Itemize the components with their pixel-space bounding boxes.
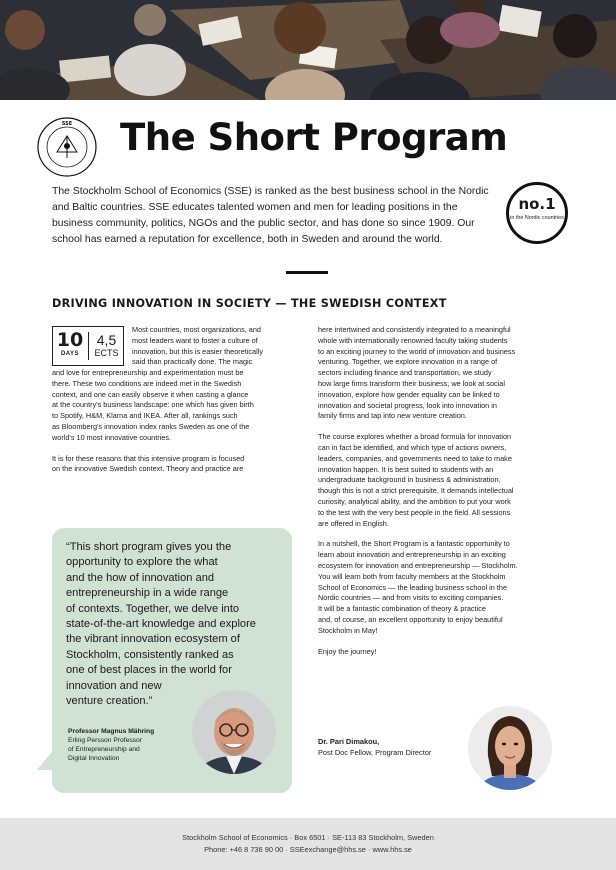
text-line: to Spotify, H&M, Klarna and IKEA. After all, rankings such — [52, 411, 238, 421]
text-line: at the country's business landscape: one which has given birth — [52, 400, 254, 410]
text-line: on the innovative Swedish context. Theory and practice are — [52, 464, 244, 474]
duration-label: DAYS — [60, 351, 80, 357]
text-line: innovation happen. It is best suited to students with an — [318, 464, 494, 474]
text-line: family firms and tap into new venture creation. — [318, 411, 467, 421]
right-column-body — [318, 325, 568, 657]
signature-name: Dr. Pari Dimakou, — [318, 737, 380, 746]
text-line: can in fact be identified, and which type of actions owners, — [318, 442, 507, 452]
text-line: leaders, companies, and governments need to take to make — [318, 453, 512, 463]
section-divider — [286, 271, 328, 274]
duration-fact — [53, 327, 87, 357]
quote-tail — [37, 748, 55, 770]
text-line: innovation and societal progress, look into innovation in — [318, 400, 497, 410]
text-line: world's 10 most innovative countries. — [52, 432, 172, 442]
svg-text:SSE: SSE — [61, 121, 73, 127]
quote-line: venture creation.” — [66, 695, 153, 708]
text-line: there. These two conditions are indeed met in the Swedish — [52, 378, 242, 388]
facts-separator — [88, 332, 89, 360]
credits-label: ECTS — [94, 348, 119, 358]
school-logo — [36, 116, 98, 178]
duration-value: 10 — [56, 329, 84, 351]
left-column-body — [52, 368, 302, 475]
program-facts-box — [52, 326, 124, 366]
text-line: though this is not a strict prerequisite. It demands intellectual — [318, 486, 514, 496]
quote-line: state-of-the-art knowledge and explore — [66, 618, 256, 631]
text-line: venturing. Together, we explore innovation in a range of — [318, 357, 498, 367]
text-line: as Bloomberg's innovation index ranks Sweden as one of the — [52, 421, 250, 431]
text-line: Most countries, most organizations, and — [132, 325, 261, 334]
footer-address: Stockholm School of Economics · Box 6501 · SE-113 83 Stockholm, Sweden — [182, 833, 434, 842]
text-line: School of Economics — the leading business school in the — [318, 582, 508, 592]
footer-contact: Phone: +46 8 736 90 00 · SSEexchange@hhs.se · www.hhs.se — [204, 845, 412, 854]
text-line: In a nutshell, the Short Program is a fantastic opportunity to — [318, 539, 510, 549]
director-portrait — [468, 706, 552, 790]
quote-line: entrepreneurship in a wide range — [66, 587, 229, 600]
text-line: undergraduate background in business & administration, — [318, 475, 501, 485]
quote-line: of contexts. Together, we delve into — [66, 602, 240, 615]
quote-line: innovation and new — [66, 679, 162, 692]
footer — [0, 818, 616, 870]
quote-author-role: of Entrepreneurship and — [68, 746, 140, 753]
hero-photo — [0, 0, 616, 100]
text-line: are offered in English. — [318, 518, 389, 528]
text-line: ecosystem for innovation and entrepreneurship — Stockholm. — [318, 560, 518, 570]
quote-author — [68, 727, 198, 763]
page-title: The Short Program — [120, 116, 508, 159]
credits-fact — [90, 327, 123, 358]
ranking-badge-caption: in the Nordic countries — [510, 215, 564, 221]
signature-block — [318, 736, 431, 758]
text-line: Nordic countries — and from visits to exciting companies. — [318, 593, 504, 603]
intro-paragraph: The Stockholm School of Economics (SSE) is ranked as the best business school in the Nordic and Baltic countries. SSE educates talented women and men for leading positions in the business community, politics, NGOs and the public sector, and has done so since 1909. Our school has earned a reputation for excellence, both in Sweden and around the world. — [52, 186, 489, 245]
left-column-intro — [132, 325, 302, 368]
quote-author-name: Professor Magnus Mähring — [68, 728, 155, 735]
text-line: curiosity, analytical ability, and the ambition to put your work — [318, 496, 511, 506]
text-line: here intertwined and consistently integrated to a meaningful — [318, 325, 511, 334]
text-line: sectors including finance and transportation, we study — [318, 368, 492, 378]
quote-line: one of best places in the world for — [66, 664, 232, 677]
quote-line: Stockholm, consistently ranked as — [66, 648, 234, 661]
quote-line: “This short program gives you the — [66, 541, 232, 553]
quote-line: opportunity to explore the what — [66, 556, 218, 569]
text-line: said than practically done. The magic — [132, 357, 253, 367]
text-line: It is for these reasons that this intensive program is focused — [52, 453, 245, 463]
text-line: innovation, but this is easier theoretically — [132, 346, 264, 356]
credits-value: 4,5 — [96, 332, 117, 348]
quote-author-role: Erling Persson Professor — [68, 737, 142, 744]
ranking-badge — [506, 182, 568, 244]
quote-line: and the how of innovation and — [66, 571, 215, 584]
text-line: how large firms transform their business, we look at social — [318, 378, 505, 388]
text-line: learn about innovation and entrepreneurship in an exciting — [318, 550, 506, 560]
ranking-badge-value: no.1 — [518, 195, 556, 213]
text-line: Stockholm in May! — [318, 625, 378, 635]
professor-portrait — [192, 690, 276, 774]
text-line: whole with internationally renowned faculty taking students — [318, 335, 508, 345]
section-heading: DRIVING INNOVATION IN SOCIETY — THE SWEDISH CONTEXT — [52, 297, 447, 310]
text-line: context, and one can easily observe it when casting a glance — [52, 389, 249, 399]
text-line: most leaders want to foster a culture of — [132, 335, 258, 345]
text-line: The course explores whether a broad formula for innovation — [318, 432, 512, 442]
text-line: to an exciting journey to the world of innovation and business — [318, 346, 516, 356]
text-line: and, of course, an excellent opportunity to enjoy beautiful — [318, 614, 503, 624]
quote-author-role: Digital Innovation — [68, 755, 120, 762]
signature-role: Post Doc Fellow, Program Director — [318, 748, 432, 757]
quote-line: the vibrant innovation ecosystem of — [66, 633, 240, 646]
text-line: to the test with the very best people in the field. All sessions — [318, 507, 511, 517]
text-line: You will learn both from faculty members at the Stockholm — [318, 571, 506, 581]
text-line: and love for entrepreneurship and experimentation must be — [52, 368, 244, 377]
closing-line: Enjoy the journey! — [318, 646, 377, 656]
pull-quote — [66, 540, 284, 709]
text-line: innovation, explore how gender equality can be linked to — [318, 389, 500, 399]
text-line: It will be a fantastic combination of theory & practice — [318, 604, 486, 614]
